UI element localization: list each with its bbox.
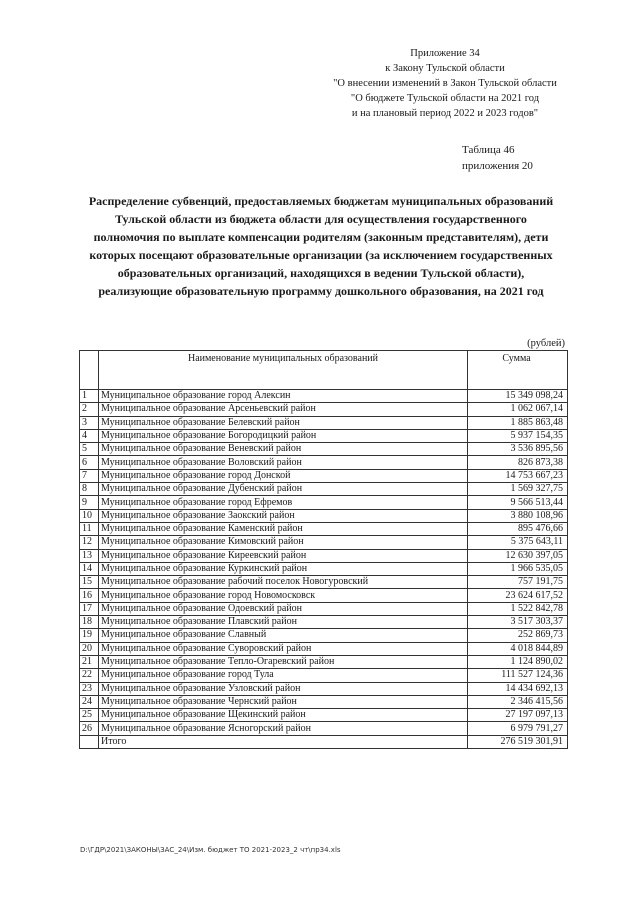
row-number: 8	[80, 483, 99, 496]
file-path-footer: D:\ГДР\2021\ЗАКОНЫ\ЗАС_24\Изм. бюджет ТО 2021-2023_2 чт\пр34.xls	[80, 846, 341, 854]
row-name: Муниципальное образование Чернский район	[99, 695, 468, 708]
table-row	[80, 509, 568, 522]
row-number: 9	[80, 496, 99, 509]
row-number: 22	[80, 669, 99, 682]
table-row	[80, 469, 568, 482]
row-name: Муниципальное образование город Новомосковск	[99, 589, 468, 602]
row-number: 10	[80, 509, 99, 522]
row-name: Муниципальное образование Суворовский район	[99, 642, 468, 655]
appendix-line: к Закону Тульской области	[385, 63, 505, 74]
total-label: Итого	[99, 735, 468, 748]
table-row	[80, 549, 568, 562]
row-number: 15	[80, 576, 99, 589]
appendix-block	[330, 46, 560, 121]
table-number: Таблица 46	[462, 144, 515, 156]
row-number: 12	[80, 536, 99, 549]
table-row	[80, 669, 568, 682]
total-row	[80, 735, 568, 748]
row-name: Муниципальное образование Узловский район	[99, 682, 468, 695]
header-name: Наименование муниципальных образований	[99, 351, 468, 390]
row-number: 2	[80, 403, 99, 416]
appendix-line: Приложение 34	[410, 48, 480, 59]
row-name: Муниципальное образование Киреевский район	[99, 549, 468, 562]
table-row	[80, 390, 568, 403]
row-number: 5	[80, 443, 99, 456]
row-number: 23	[80, 682, 99, 695]
row-sum: 3 536 895,56	[468, 443, 568, 456]
table-row	[80, 429, 568, 442]
table-row	[80, 695, 568, 708]
row-name: Муниципальное образование Куркинский район	[99, 562, 468, 575]
row-name: Муниципальное образование Заокский район	[99, 509, 468, 522]
table-row	[80, 629, 568, 642]
row-number: 14	[80, 562, 99, 575]
row-number: 19	[80, 629, 99, 642]
table-row	[80, 443, 568, 456]
table-row	[80, 403, 568, 416]
appendix-line: и на плановый период 2022 и 2023 годов"	[351, 108, 539, 119]
row-sum: 826 873,38	[468, 456, 568, 469]
row-sum: 1 569 327,75	[468, 483, 568, 496]
header-num	[80, 351, 99, 390]
row-sum: 895 476,66	[468, 522, 568, 535]
row-sum: 3 517 303,37	[468, 616, 568, 629]
row-name: Муниципальное образование город Тула	[99, 669, 468, 682]
row-sum: 1 885 863,48	[468, 416, 568, 429]
table-body	[80, 390, 568, 736]
row-name: Муниципальное образование Дубенский район	[99, 483, 468, 496]
row-number: 24	[80, 695, 99, 708]
table-row	[80, 682, 568, 695]
total-num	[80, 735, 99, 748]
row-name: Муниципальное образование Славный	[99, 629, 468, 642]
table-row	[80, 456, 568, 469]
row-name: Муниципальное образование Воловский район	[99, 456, 468, 469]
table-row	[80, 589, 568, 602]
row-number: 26	[80, 722, 99, 735]
row-name: Муниципальное образование Арсеньевский район	[99, 403, 468, 416]
row-name: Муниципальное образование город Донской	[99, 469, 468, 482]
row-sum: 2 346 415,56	[468, 695, 568, 708]
row-name: Муниципальное образование Одоевский район	[99, 602, 468, 615]
row-name: Муниципальное образование рабочий поселок Новогуровский	[99, 576, 468, 589]
row-sum: 9 566 513,44	[468, 496, 568, 509]
table-row	[80, 562, 568, 575]
row-number: 11	[80, 522, 99, 535]
row-number: 6	[80, 456, 99, 469]
row-sum: 1 522 842,78	[468, 602, 568, 615]
row-name: Муниципальное образование Богородицкий район	[99, 429, 468, 442]
total-sum: 276 519 301,91	[468, 735, 568, 748]
row-number: 21	[80, 655, 99, 668]
row-sum: 757 191,75	[468, 576, 568, 589]
row-name: Муниципальное образование Каменский район	[99, 522, 468, 535]
row-number: 25	[80, 709, 99, 722]
table-row	[80, 602, 568, 615]
appendix-line: "О бюджете Тульской области на 2021 год	[350, 93, 540, 104]
table-row	[80, 655, 568, 668]
row-number: 17	[80, 602, 99, 615]
table-reference	[462, 142, 572, 174]
row-number: 20	[80, 642, 99, 655]
table-row	[80, 496, 568, 509]
row-name: Муниципальное образование Тепло-Огаревский район	[99, 655, 468, 668]
row-number: 7	[80, 469, 99, 482]
table-row	[80, 709, 568, 722]
table-row	[80, 483, 568, 496]
units-label: (рублей)	[527, 338, 565, 349]
row-name: Муниципальное образование Веневский район	[99, 443, 468, 456]
document-title: Распределение субвенций, предоставляемых бюджетам муниципальных образований Тульской области из бюджета области для осуществления государственного полномочия по выплате компенсации родителям (законным представителям), дети которых посещают образовательные организации (за исключением государственных образовательных организаций, находящихся в ведении Тульской области), реализующие образовательную программу дошкольного образования, на 2021 год	[88, 194, 554, 298]
table-row	[80, 576, 568, 589]
row-number: 4	[80, 429, 99, 442]
subsidy-table	[79, 350, 568, 749]
row-sum: 27 197 097,13	[468, 709, 568, 722]
table-row	[80, 522, 568, 535]
row-sum: 111 527 124,36	[468, 669, 568, 682]
row-sum: 5 937 154,35	[468, 429, 568, 442]
row-name: Муниципальное образование Плавский район	[99, 616, 468, 629]
row-sum: 14 753 667,23	[468, 469, 568, 482]
row-sum: 15 349 098,24	[468, 390, 568, 403]
row-sum: 5 375 643,11	[468, 536, 568, 549]
table-row	[80, 536, 568, 549]
appendix-number: приложения 20	[462, 160, 533, 172]
row-sum: 1 124 890,02	[468, 655, 568, 668]
row-number: 1	[80, 390, 99, 403]
table-row	[80, 642, 568, 655]
row-name: Муниципальное образование город Алексин	[99, 390, 468, 403]
table-row	[80, 416, 568, 429]
table-row	[80, 722, 568, 735]
table-row	[80, 616, 568, 629]
row-sum: 252 869,73	[468, 629, 568, 642]
row-name: Муниципальное образование Щекинский район	[99, 709, 468, 722]
row-sum: 4 018 844,89	[468, 642, 568, 655]
header-sum: Сумма	[468, 351, 568, 390]
row-name: Муниципальное образование Белевский район	[99, 416, 468, 429]
row-number: 16	[80, 589, 99, 602]
row-sum: 1 062 067,14	[468, 403, 568, 416]
row-sum: 12 630 397,05	[468, 549, 568, 562]
row-number: 3	[80, 416, 99, 429]
row-sum: 23 624 617,52	[468, 589, 568, 602]
row-sum: 6 979 791,27	[468, 722, 568, 735]
row-name: Муниципальное образование Ясногорский район	[99, 722, 468, 735]
row-sum: 14 434 692,13	[468, 682, 568, 695]
row-sum: 3 880 108,96	[468, 509, 568, 522]
table-header-row	[80, 351, 568, 390]
appendix-line: "О внесении изменений в Закон Тульской области	[333, 78, 557, 89]
row-sum: 1 966 535,05	[468, 562, 568, 575]
row-number: 13	[80, 549, 99, 562]
row-number: 18	[80, 616, 99, 629]
row-name: Муниципальное образование Кимовский район	[99, 536, 468, 549]
row-name: Муниципальное образование город Ефремов	[99, 496, 468, 509]
